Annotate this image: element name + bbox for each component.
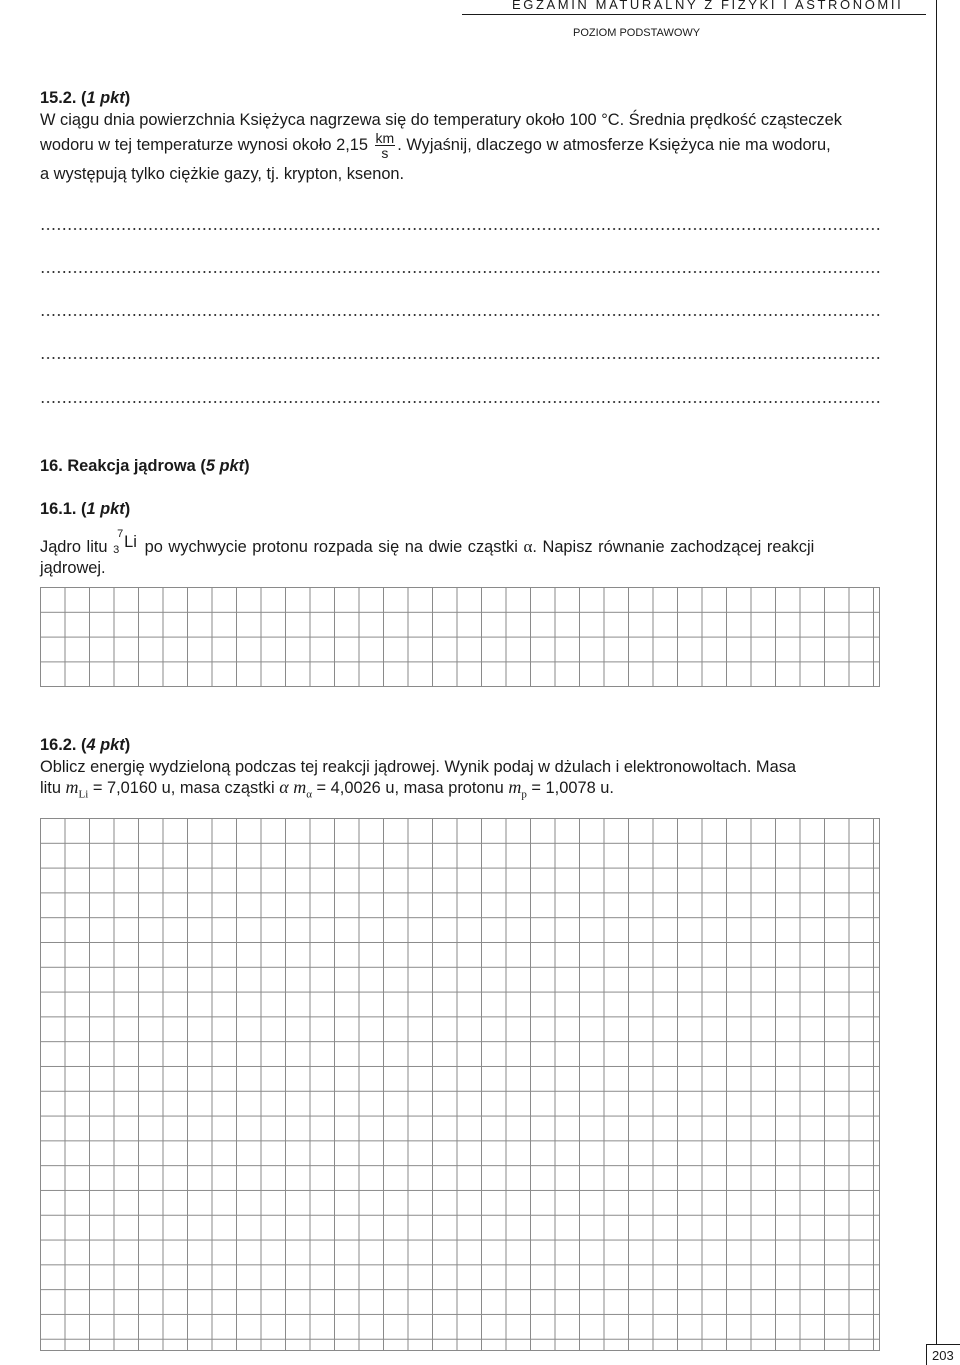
- text-end: . Napisz równanie zachodzącej reakcji: [532, 538, 815, 556]
- margin-rule: [936, 0, 937, 1364]
- task-number: 15.2. (: [40, 89, 87, 107]
- element-symbol: Li: [124, 533, 137, 551]
- task-15-2-line3: a występują tylko ciężkie gazy, tj. krypton, ksenon.: [40, 165, 405, 183]
- mass-number: 7: [117, 528, 124, 540]
- task-points-close: ): [124, 736, 131, 754]
- line2-after: . Wyjaśnij, dlaczego w atmosferze Księżyca nie ma wodoru,: [397, 135, 831, 154]
- mass-li-value: = 7,0160 u, masa cząstki: [92, 779, 275, 797]
- answer-line[interactable]: [40, 401, 880, 403]
- task-number: 16.1. (: [40, 500, 87, 518]
- text-before: Jądro litu: [40, 538, 108, 556]
- task-16-heading: [40, 456, 250, 476]
- task-16-1-heading: [40, 499, 130, 519]
- unit-denominator: s: [381, 145, 389, 161]
- task-16-2-heading: [40, 735, 130, 755]
- alpha-symbol: α: [279, 777, 289, 797]
- answer-grid-16-1[interactable]: [40, 587, 880, 687]
- alpha-symbol: α: [523, 537, 533, 556]
- mass-subscript-alpha: α: [306, 788, 312, 801]
- mass-p-value: = 1,0078 u.: [531, 779, 614, 797]
- mass-symbol: m: [508, 777, 522, 797]
- unit-numerator: km: [375, 130, 395, 146]
- task-points: 1 pkt: [86, 500, 125, 518]
- header-rule: [462, 14, 926, 15]
- line2-before: wodoru w tej temperaturze wynosi około 2,15: [40, 135, 368, 154]
- answer-line[interactable]: [40, 271, 880, 273]
- task-16-2-line2: [40, 777, 614, 804]
- section-points: 5 pkt: [205, 457, 245, 475]
- answer-line[interactable]: [40, 314, 880, 316]
- section-title: 16. Reakcja jądrowa (: [40, 457, 206, 475]
- answer-grid-16-2[interactable]: [40, 818, 880, 1351]
- task-points: 4 pkt: [86, 736, 125, 754]
- task-points-close: ): [124, 89, 131, 107]
- task-16-1-line2: jądrowej.: [40, 559, 106, 577]
- lithium-nuclide: [113, 528, 139, 556]
- task-15-2-line1: W ciągu dnia powierzchnia Księżyca nagrzewa się do temperatury około 100 °C. Średnia prędkość cząsteczek: [40, 111, 842, 129]
- task-points: 1 pkt: [86, 89, 125, 107]
- text-after: po wychwycie protonu rozpada się na dwie cząstki: [144, 538, 518, 556]
- page-number: 203: [932, 1348, 954, 1363]
- exam-level: POZIOM PODSTAWOWY: [573, 27, 701, 39]
- section-points-close: ): [244, 457, 250, 475]
- mass-symbol: m: [293, 777, 307, 797]
- mass-subscript-p: p: [521, 788, 527, 801]
- task-15-2-heading: [40, 88, 130, 108]
- task-15-2-line2: [40, 131, 831, 160]
- task-number: 16.2. (: [40, 736, 87, 754]
- task-points-close: ): [124, 500, 131, 518]
- exam-title: EGZAMIN MATURALNY Z FIZYKI I ASTRONOMII: [512, 0, 904, 12]
- mass-subscript-li: Li: [78, 788, 89, 801]
- mass-symbol: m: [65, 777, 79, 797]
- task-16-2-line1: Oblicz energię wydzieloną podczas tej reakcji jądrowej. Wynik podaj w dżulach i elektronowoltach. Masa: [40, 758, 797, 776]
- answer-line[interactable]: [40, 357, 880, 359]
- unit-fraction: [375, 131, 396, 160]
- mass-alpha-value: = 4,0026 u, masa protonu: [316, 779, 504, 797]
- task-16-1-line1: [40, 528, 815, 557]
- atomic-number: 3: [113, 544, 120, 556]
- litu-text: litu: [40, 779, 61, 797]
- answer-line[interactable]: [40, 228, 880, 230]
